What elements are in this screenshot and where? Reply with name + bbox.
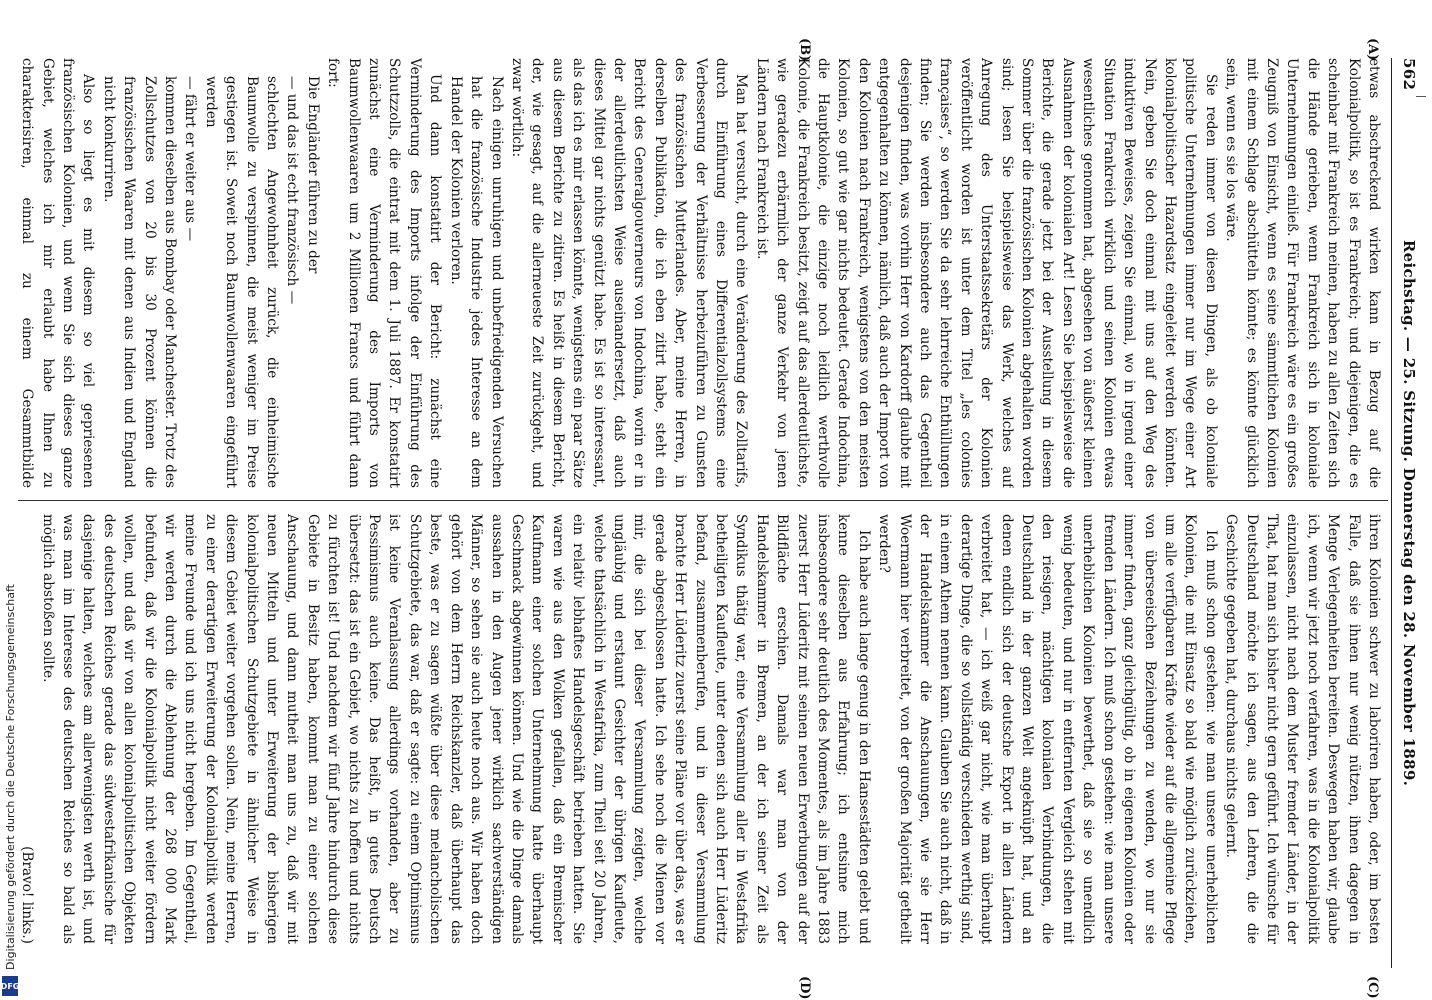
paragraph: Die Engländer führen zu der	[304, 76, 321, 274]
paragraph: schlechten Angewohnheit zurück, die einheimische Baumwolle zu verspinnen, die meist weniger im Preise gestiegen ist. Soweit noch Baumwollenwaaren eingeführt werden	[202, 76, 281, 488]
margin-marker-b: (B)	[797, 38, 812, 62]
paragraph: etwas abschreckend wirken kann in Bezug auf die Kolonialpolitik, so ist es Frankreich; und diejenigen, die es scheinbar mit Frankreich meinen, haben zu allen Zeiten sich die Hände gerieben, wenn Frankreich sich in koloniale Unternehmungen einließ. Für Frankreich wäre es ein großes Zeugniß von Einsicht, wenn es seine sämmtlichen Kolonien mit einem Schlage abschütteln könnte; es könnte glücklich sein, wenn es sie los wäre.	[1223, 58, 1382, 488]
paragraph: kommen dieselben aus Bombay oder Manchester. Trotz des Zollschutzes von 20 bis 30 Prozent können die französischen Waaren mit denen aus Indien und England nicht konkurriren.	[100, 76, 179, 488]
paragraph: Ich muß schon gestehen: wie man unsere unerheblichen Kolonien, die mit Einsatz so bald wie möglich zurückziehen, um alle verfügbaren Kräfte wieder auf die allgemeine Pflege von überseeischen Beziehungen zu wenden, wo nur sie immer finden, ganz gleichgültig, ob in eigenen Kolonien oder fremden Ländern. Ich muß schon gestehen: wie man unsere unerheblichen Kolonien bewerthet, daß sie so unendlich wenig bedeuten, und nur in entfernten Vergleich stehen mit den riesigen, mächtigen kolonialen Verbindungen, die Deutschland in der ganzen Welt angeknüpft hat, und an denen endlich sich der deutsche Export in allen Ländern verbreitet hat, — ich weiß gar nicht, wie man überhaupt derartige Dinge, die so vollständig verschieden werthig sind, in einem Athem nennen kann. Glauben Sie auch nicht, daß in der Handelskammer die Anschauungen, wie sie Herr Woermann hier verbreitet, von der großen Majorität getheilt werden?	[876, 514, 1219, 944]
page-header	[1396, 58, 1424, 968]
margin-marker-a: (A)	[1365, 38, 1380, 61]
credit-text: Digitalisierung gefördert durch die Deutsche Forschungsgemeinschaft	[4, 584, 17, 970]
paragraph: Also so liegt es mit diesem so viel gepriesenen französischen Kolonien, und wenn Sie sich dieses ganze Gebiet, welches ich mir erlaubt habe Ihnen zu charakterisiren, einmal zu einem Gesammtbilde	[19, 58, 97, 488]
paragraph: (Bravo! links.)	[19, 846, 36, 944]
paragraph: Nach einigen unruhigen und unbefriedigenden Versuchen hat die französische Industrie jedes Interesse an dem Handel der Kolonien verloren.	[447, 76, 505, 488]
paragraph: ihren Kolonien schwer zu laboriren haben, oder, im besten Falle, daß sie ihnen nur wenig nützen, ihnen dagegen in Menge Verlegenheiten bereiten. Deswegen haben wir, glaube ich, wenn wir jetzt noch verfahren, was in die Kolonialpolitik einzulassen, nicht nach dem Muster fremder Länder, in der That, hat man sich bisher nicht gern geführt. Ich wünsche für Deutschland möchte ich sagen, aus den Lehren, die die Geschichte gegeben hat, durchaus nichts gelernt.	[1223, 514, 1382, 944]
right-column	[14, 514, 1384, 944]
paragraph: Ich habe auch lange genug in den Hansestädten gelebt und kenne dieselben aus Erfahrung; ich entsinne mich insbesondere sehr deutlich des Momentes, als im Jahre 1883 zuerst Herr Lüderitz mit seinen neuen Erwerbungen auf der Bildfläche erschien. Damals war man von der Handelskammer in Bremen, an der ich seiner Zeit als Syndikus thätig war, eine Versammlung aller in Westafrika betheiligten Kaufleute, unter denen sich auch Herr Lüderitz befand, zusammenberufen, und in dieser Versammlung brachte Herr Lüderitz zuerst seine Pläne vor über das, was er gerade abgeschlossen hatte. Ich sehe noch die Mienen vor mir, die sich bei dieser Versammlung zeigten, welche ungläubig und erstaunt Gesichter der übrigen Kaufleute, welche thatsächlich in Westafrika, zum Theil seit 20 Jahren, ein relativ lebhaftes Handelsgeschäft betrieben hatten. Sie waren wie aus den Wolken gefallen, daß ein Bremischer Kaufmann einer solchen Unternehmung hatte überhaupt Geschmack abgewinnen können. Und wie die Dinge damals aussahen in den Augen jener wirklich sachverständigen Männer, so sehen sie auch heute noch aus. Wir haben doch gehört von dem Herrn Reichskanzler, daß überhaupt das beste, was er zu sagen wüßte über diese melancholischen Schutzgebiete, das war, daß er sagte: zu einem Optimismus ist keine Veranlassung allerdings vorhanden, aber zu Pessimismus auch keine. Das heißt, in gutes Deutsch übersetzt: das ist ein Gebiet, wo nichts zu hoffen und nichts zu fürchten ist! Und nachdem wir fünf Jahre hindurch diese Gebiete in Besitz haben, kommt man zu einer solchen Anschauung, und dann mutheit man uns zu, daß wir mit neuen Mitteln und unter Erweiterung der bisherigen kolonialpolitischen Schutzgebiete in ähnlicher Weise in diesem Gebiet weiter vorgehen sollen. Nein, meine Herren, zu einer derartigen Erweiterung der Kolonialpolitik werden meine Freunde und ich uns nicht hergeben. Im Gegentheil, wir werden durch die Ablehnung der 268 000 Mark befunden, daß wir die Kolonialpolitik nicht weiter fördern wollen, und daß wir von allen kolonialpolitischen Objekten des deutschen Reiches gerade das südwestafrikanische für dasjenige halten, welches am allerwenigsten werth ist, und was man im Interesse des deutschen Reiches so bald als möglich abstoßen sollte.	[39, 514, 872, 944]
paragraph: Und dann konstatirt der Bericht: zunächst eine Verminderung des Imports infolge der Einführung des Schutzzolls, die eintrat mit dem 1. Juli 1887. Er konstatirt zunächst eine Verminderung des Imports von Baumwollenwaaren um 2 Millionen Francs und führt dann fort:	[325, 58, 444, 488]
paragraph: — und das ist echt französisch —	[284, 76, 301, 305]
margin-marker-d: (D)	[797, 976, 812, 1000]
paragraph: — fährt er weiter aus —	[182, 76, 199, 242]
header-rule	[1391, 58, 1392, 968]
paragraph	[14, 514, 17, 944]
margin-marker-c: (C)	[1365, 976, 1380, 999]
paragraph: Man hat versucht, durch eine Veränderung des Zolltarifs, durch Einführung eines Differentialzollsystems eine Verbesserung der Verhältnisse herbeizuführen zu Gunsten des französischen Mutterlandes. Aber, meine Herren, in derselben Publikation, die ich eben zitirt habe, steht ein Bericht des Generalgouverneurs von Indochina, worin er in der allerdeutlichsten Weise auseinandersetzt, daß auch dieses Mittel gar nichts genützt habe. Es ist so interessant, als das ich es mir erlassen könnte, wenigstens ein paar Sätze aus diesem Berichte zu zitiren. Es heißt in diesem Bericht, der, wie gesagt, auf die allerneueste Zeit zurückgeht, und zwar wörtlich:	[508, 58, 750, 488]
left-column	[14, 58, 1384, 488]
column-rule	[18, 500, 1388, 501]
dfg-logo: DFG	[2, 976, 18, 996]
page-title: Reichstag. — 25. Sitzung. Donnerstag den 28. November 1889.	[1400, 239, 1418, 787]
paragraph: Sie reden immer von diesen Dingen, als ob koloniale politische Unternehmungen immer nur im Wege einer Art kolonialpolitischer Hazardsatz eingeleitet werden könnten. Nein, geben Sie doch einmal mit uns auf den Weg des induktiven Beweises, zeigen Sie einmal, wo in irgend einer Situation Frankreich wirklich und seinen Kolonien etwas wesentliches genommen hat, abgesehen von äußerst kleinen Ausnahmen der kolonialen Art! Lesen Sie beispielsweise die Berichte, die gerade jetzt bei der Ausstellung in diesem Sommer über die französischen Kolonien abgehalten worden sind; lesen Sie beispielsweise das Werk, welches auf Anregung des Unterstaatssekretärs der Kolonien veröffentlicht worden ist unter dem Titel „les colonies françaises“, so werden Sie da sehr lehrreiche Enthüllungen finden; Sie werden insbesondere auch das Gegentheil desjenigen finden, was vorhin Herr von Kardorff glaubte mit entgegenhalten zu können, nämlich, daß auch der Import von den Kolonien nach Frankreich, wenigstens von den meisten Kolonien, so gut wie gar nichts bedeutet. Gerade Indochina, die Hauptkolonie, die einzige noch leidlich werthvolle Kolonie, die Frankreich besitzt, zeigt auf das allerdeutlichste, wie geradezu erbärmlich der ganze Verkehr von jenen Ländern nach Frankreich ist.	[753, 58, 1219, 488]
page-number: 562	[1400, 58, 1418, 91]
